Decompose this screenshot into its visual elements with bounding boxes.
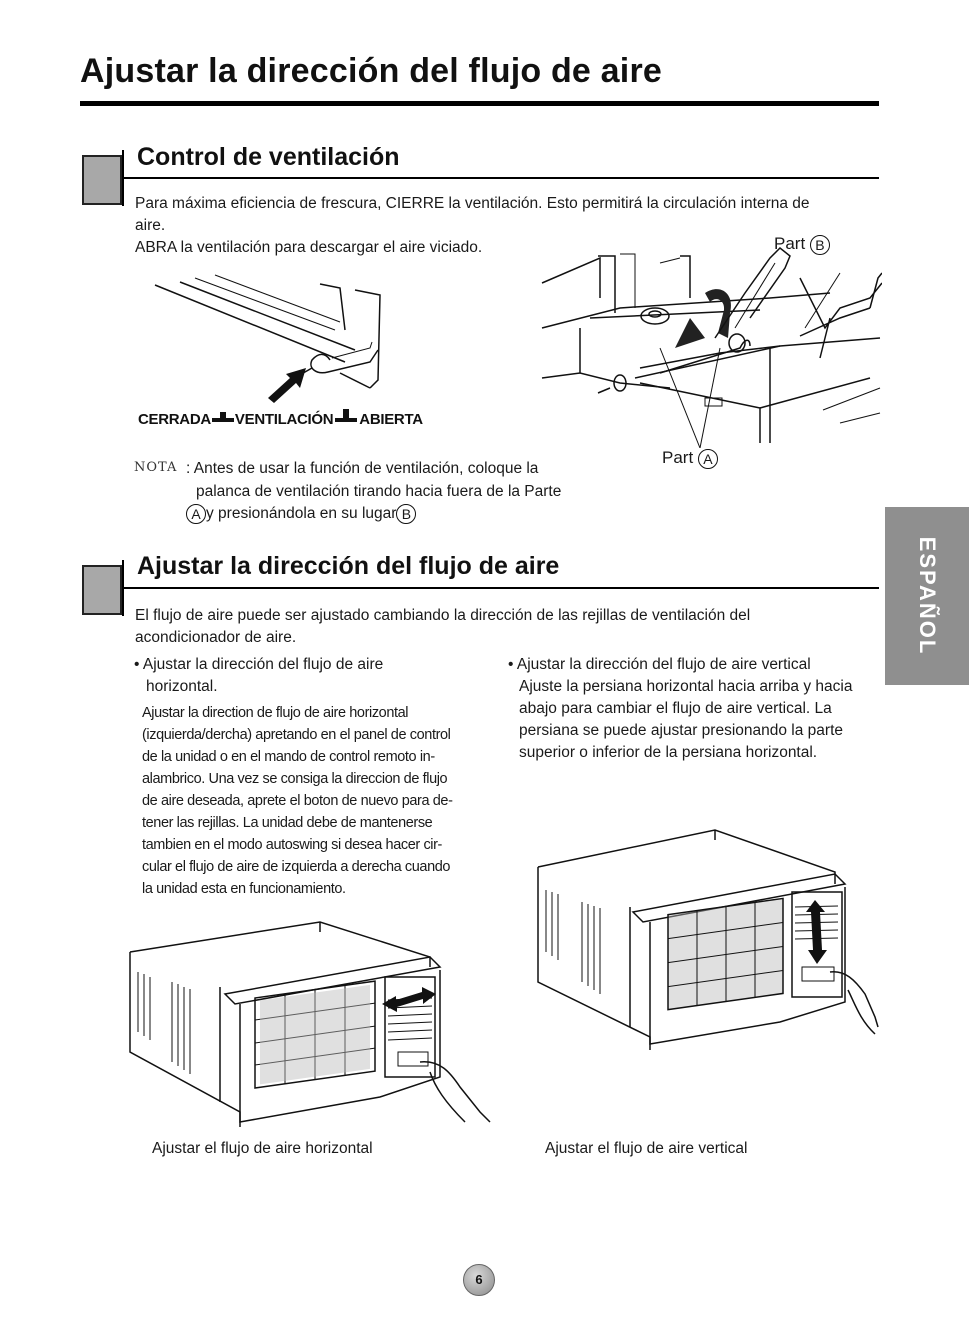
vent-mechanism-illustration — [540, 238, 882, 448]
vertical-instructions — [519, 676, 852, 764]
horizontal-bullet-cont: horizontal. — [146, 678, 218, 695]
ac-unit-horizontal-illustration — [120, 912, 500, 1137]
page-number: 6 — [463, 1264, 495, 1296]
ac-unit-vertical-illustration — [530, 822, 900, 1062]
caption-horizontal: Ajustar el flujo de aire horizontal — [152, 1140, 373, 1157]
note-label: NOTA — [134, 460, 178, 475]
ventilation-intro-1: Para máxima eficiencia de frescura, CIERRE la ventilación. Esto permitirá la circulación interna de — [135, 195, 810, 212]
note-line-1: : Antes de usar la función de ventilación, coloque la — [186, 460, 539, 477]
horizontal-instructions — [142, 702, 453, 900]
horizontal-line: alambrico. Una vez se consiga la direccion de flujo — [142, 771, 448, 787]
section-heading-ventilation: Control de ventilación — [137, 143, 400, 171]
letter-a-circle: A — [698, 449, 718, 469]
horizontal-line: tener las rejillas. La unidad debe de mantenerse — [142, 815, 433, 831]
lever-label-closed: CERRADA — [138, 411, 211, 428]
vertical-bullet: • Ajustar la dirección del flujo de aire vertical — [508, 656, 811, 673]
horizontal-line: la unidad esta en funcionamiento. — [142, 881, 346, 897]
horizontal-line: de la unidad o en el mando de control remoto in- — [142, 749, 435, 765]
lever-label-open: ABIERTA — [359, 411, 423, 428]
airflow-intro-2: acondicionador de aire. — [135, 629, 297, 646]
vertical-line: superior o inferior de la persiana horizontal. — [519, 744, 818, 761]
section-marker-ventilation — [82, 155, 122, 205]
title-rule — [80, 101, 879, 106]
letter-b-circle: B — [810, 235, 830, 255]
horizontal-line: tambien en el modo autoswing si desea hacer cir- — [142, 837, 442, 853]
language-side-tab: ESPAÑOL — [885, 507, 969, 685]
horizontal-line: cular el flujo de aire de izquierda a derecha cuando — [142, 859, 451, 875]
vertical-line: Ajuste la persiana horizontal hacia arriba y hacia — [519, 678, 853, 695]
caption-vertical: Ajustar el flujo de aire vertical — [545, 1140, 748, 1157]
horizontal-line: Ajustar la direction de flujo de aire horizontal — [142, 705, 409, 721]
horizontal-line: (izquierda/dercha) apretando en el panel de control — [142, 727, 451, 743]
vertical-line: abajo para cambiar el flujo de aire vertical. La — [519, 700, 832, 717]
airflow-intro-1: El flujo de aire puede ser ajustado cambiando la dirección de las rejillas de ventilación del — [135, 607, 751, 624]
horizontal-line: de aire deseada, aprete el boton de nuevo para de- — [142, 793, 453, 809]
note-line-2: palanca de ventilación tirando hacia fuera de la Parte — [196, 483, 562, 500]
lever-labels — [138, 411, 423, 428]
section-rule-ventilation — [122, 177, 879, 179]
horizontal-bullet: • Ajustar la dirección del flujo de aire — [134, 656, 384, 673]
vertical-line: persiana se puede ajustar presionando la parte — [519, 722, 844, 739]
ventilation-intro-3: ABRA la ventilación para descargar el aire viciado. — [135, 239, 483, 256]
section-marker-airflow — [82, 565, 122, 615]
label-part-a: Part A — [662, 447, 718, 469]
note-letter-b-circle: B — [396, 504, 416, 524]
note-line-3: A y presionándola en su lugar B — [186, 503, 416, 525]
ventilation-intro-2: aire. — [135, 217, 166, 234]
note-letter-a-circle: A — [186, 504, 206, 524]
label-part-b: Part B — [774, 233, 830, 255]
section-rule-airflow — [122, 587, 879, 589]
vent-lever-illustration — [140, 270, 400, 405]
lever-label-vent: VENTILACIÓN — [234, 411, 334, 428]
section-heading-airflow: Ajustar la dirección del flujo de aire — [137, 552, 560, 580]
page-title: Ajustar la dirección del flujo de aire — [80, 52, 662, 90]
